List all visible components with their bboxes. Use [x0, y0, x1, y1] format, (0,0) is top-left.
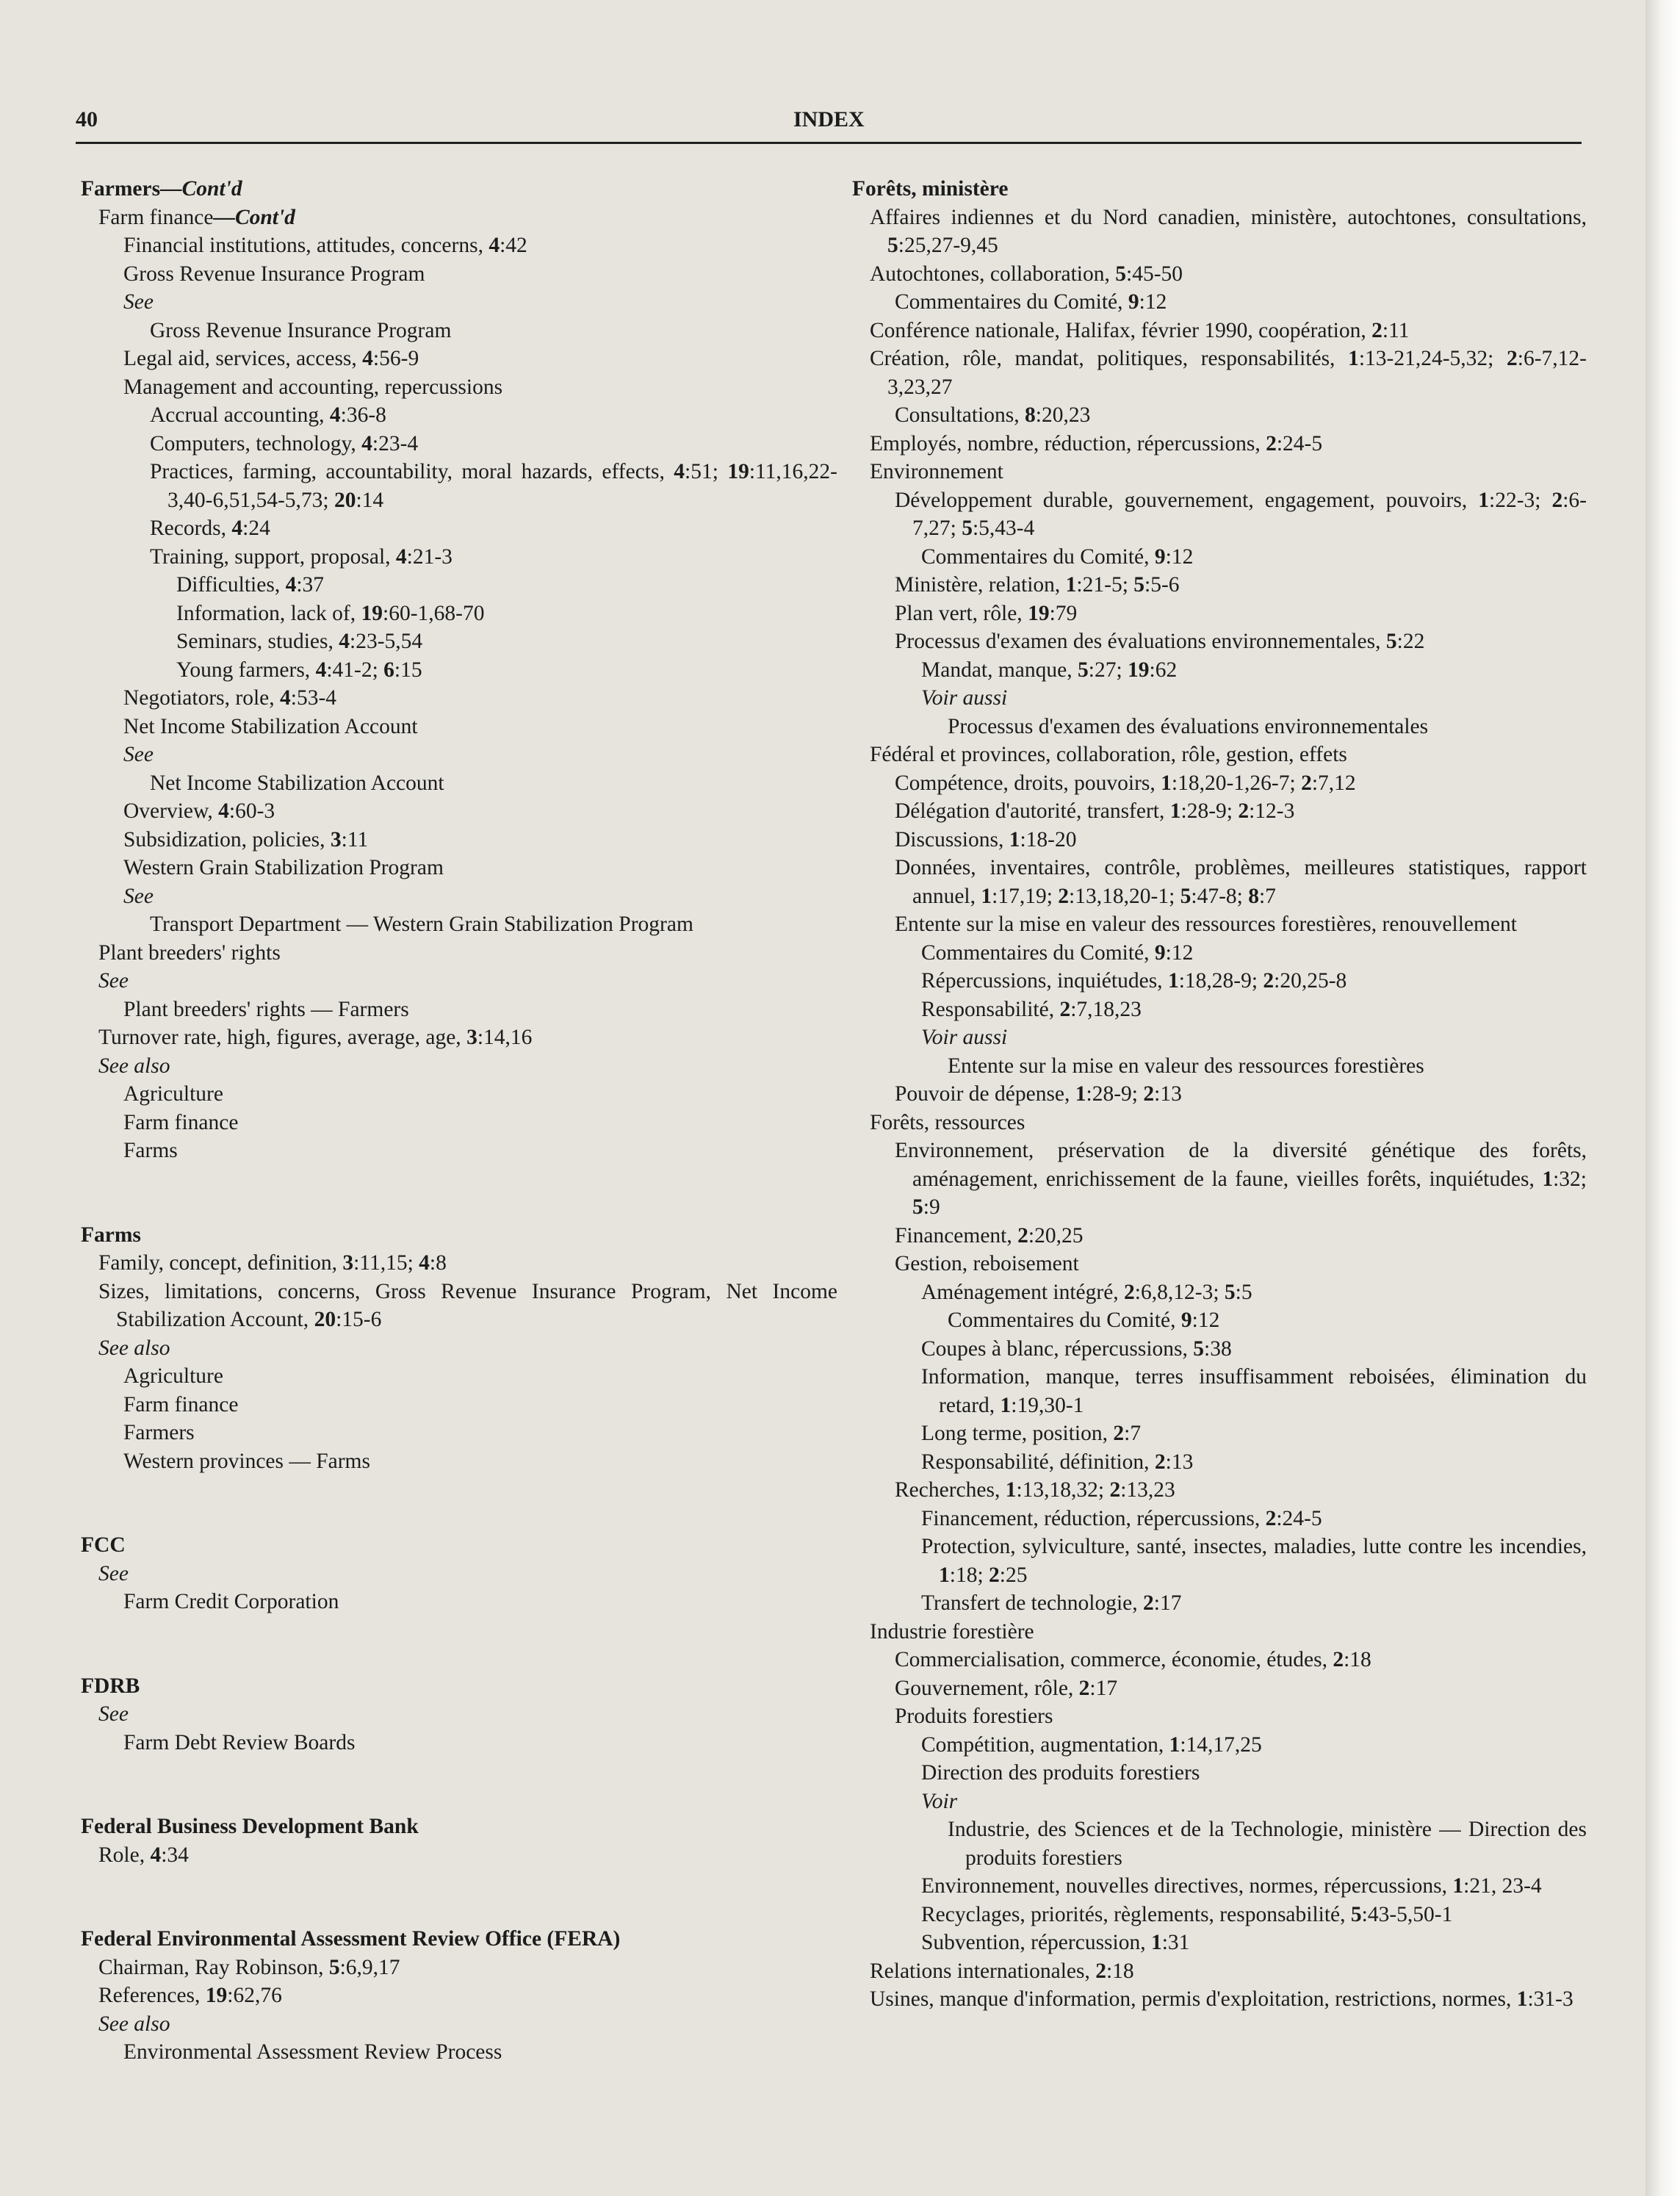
index-entry: Direction des produits forestiers [921, 1761, 1200, 1785]
section-gap [81, 1165, 837, 1221]
index-entry: Commercialisation, commerce, économie, études, 2:18 [895, 1648, 1371, 1671]
index-entry: Farm Debt Review Boards [123, 1730, 356, 1754]
index-entry: Legal aid, services, access, 4:56-9 [123, 347, 419, 370]
left-column [81, 175, 837, 2067]
index-entry: Plan vert, rôle, 19:79 [895, 601, 1078, 625]
index-heading: FDRB [81, 1674, 140, 1698]
index-entry: Industrie forestière [870, 1619, 1034, 1644]
index-entry: Entente sur la mise en valeur des ressources forestières [948, 1054, 1424, 1078]
index-entry: Produits forestiers [895, 1704, 1053, 1728]
page-title: INDEX [793, 107, 865, 132]
index-entry: Subsidization, policies, 3:11 [123, 827, 369, 852]
index-entry: Information, lack of, 19:60-1,68-70 [176, 601, 485, 625]
index-entry: References, 19:62,76 [98, 1984, 282, 2007]
index-heading: Federal Environmental Assessment Review Office (FERA) [81, 1927, 621, 1951]
index-entry: Financement, réduction, répercussions, 2:24-5 [921, 1506, 1322, 1530]
index-entry: Protection, sylviculture, santé, insectes, maladies, lutte contre les incendies, 1:18; 2:25 [921, 1535, 1587, 1587]
index-entry: Farm finance [123, 1110, 239, 1134]
index-entry: Net Income Stabilization Account [123, 714, 418, 738]
index-entry: Processus d'examen des évaluations environnementales [948, 714, 1429, 738]
index-entry: Agriculture [123, 1082, 223, 1106]
cross-reference-label: Voir [921, 1789, 958, 1813]
index-entry: Transfert de technologie, 2:17 [921, 1591, 1182, 1615]
index-entry: Agriculture [123, 1364, 223, 1388]
header-rule [76, 142, 1582, 144]
index-entry: Sizes, limitations, concerns, Gross Revenue Insurance Program, Net Income Stabilization Account, 20:15-6 [98, 1279, 837, 1331]
index-entry: Accrual accounting, 4:36-8 [150, 403, 386, 427]
index-entry: Practices, farming, accountability, moral hazards, effects, 4:51; 19:11,16,22-3,40-6,51,54-5,73; 20:14 [150, 460, 837, 512]
index-entry: Net Income Stabilization Account [150, 771, 444, 795]
index-heading: Farmers—Cont'd [81, 177, 242, 201]
index-entry: Young farmers, 4:41-2; 6:15 [176, 658, 422, 682]
index-entry: Employés, nombre, réduction, répercussions, 2:24-5 [870, 431, 1323, 456]
index-heading: FCC [81, 1533, 126, 1557]
index-entry: Plant breeders' rights [98, 940, 281, 965]
index-entry: Negotiators, role, 4:53-4 [123, 686, 337, 710]
index-entry: Coupes à blanc, répercussions, 5:38 [921, 1336, 1232, 1361]
index-entry: Industrie, des Sciences et de la Technologie, ministère — Direction des produits forestiers [948, 1818, 1587, 1870]
index-entry: Environnement [870, 460, 1003, 483]
index-entry: Overview, 4:60-3 [123, 799, 275, 823]
index-entry: Farm finance [123, 1392, 239, 1416]
index-entry: Recherches, 1:13,18,32; 2:13,23 [895, 1478, 1175, 1502]
cross-reference-label: See [98, 1561, 129, 1585]
index-entry: Autochtones, collaboration, 5:45-50 [870, 262, 1183, 286]
index-entry: Subvention, répercussion, 1:31 [921, 1931, 1190, 1954]
index-entry: Role, 4:34 [98, 1843, 189, 1867]
section-gap [81, 1475, 837, 1531]
index-entry: Gestion, reboisement [895, 1252, 1079, 1275]
index-heading: Farms [81, 1223, 141, 1247]
index-entry: Commentaires du Comité, 9:12 [895, 290, 1167, 314]
index-entry: Western provinces — Farms [123, 1449, 370, 1473]
cross-reference-label: See [123, 743, 154, 766]
index-entry: Financement, 2:20,25 [895, 1223, 1084, 1248]
index-entry: Environnement, préservation de la diversité génétique des forêts, aménagement, enrichissement de la faune, vieilles forêts, inquiétudes, 1:32; 5:9 [895, 1139, 1587, 1219]
index-entry: Pouvoir de dépense, 1:28-9; 2:13 [895, 1082, 1182, 1106]
cross-reference-label: See [98, 969, 129, 993]
index-entry: Commentaires du Comité, 9:12 [921, 544, 1194, 569]
section-gap [81, 1616, 837, 1672]
index-entry: Relations internationales, 2:18 [870, 1959, 1134, 1983]
index-entry: Entente sur la mise en valeur des ressources forestières, renouvellement [895, 912, 1517, 936]
index-entry: Plant breeders' rights — Farmers [123, 997, 409, 1021]
index-entry: Long terme, position, 2:7 [921, 1422, 1142, 1445]
cross-reference-label: See [123, 884, 154, 908]
index-entry: Farmers [123, 1421, 195, 1444]
index-entry: Management and accounting, repercussions [123, 375, 503, 399]
index-entry: Délégation d'autorité, transfert, 1:28-9; 2:12-3 [895, 799, 1295, 823]
index-entry: Commentaires du Comité, 9:12 [921, 940, 1194, 965]
index-entry: Financial institutions, attitudes, concerns, 4:42 [123, 234, 527, 257]
cross-reference-label: Voir aussi [921, 686, 1008, 710]
index-entry: Affaires indiennes et du Nord canadien, ministère, autochtones, consultations, 5:25,27-9,45 [870, 205, 1587, 257]
page-number: 40 [76, 107, 98, 132]
index-entry: Consultations, 8:20,23 [895, 403, 1091, 427]
index-entry: Gross Revenue Insurance Program [123, 262, 425, 286]
index-entry: Création, rôle, mandat, politiques, responsabilités, 1:13-21,24-5,32; 2:6-7,12-3,23,27 [870, 347, 1587, 399]
index-entry: Training, support, proposal, 4:21-3 [150, 544, 453, 569]
section-gap [81, 1757, 837, 1812]
index-entry: Western Grain Stabilization Program [123, 856, 444, 879]
index-entry: Fédéral et provinces, collaboration, rôle, gestion, effets [870, 743, 1347, 766]
index-entry: Discussions, 1:18-20 [895, 827, 1077, 852]
index-entry: Gouvernement, rôle, 2:17 [895, 1676, 1118, 1700]
index-entry: Information, manque, terres insuffisamment reboisées, élimination du retard, 1:19,30-1 [921, 1365, 1587, 1417]
index-entry: Environnement, nouvelles directives, normes, répercussions, 1:21, 23-4 [921, 1874, 1542, 1898]
page-edge [1645, 0, 1680, 2196]
index-entry: Ministère, relation, 1:21-5; 5:5-6 [895, 573, 1180, 597]
index-entry: Farm finance—Cont'd [98, 205, 295, 229]
index-entry: Responsabilité, 2:7,18,23 [921, 997, 1142, 1021]
cross-reference-label: See also [98, 2012, 170, 2036]
index-entry: Données, inventaires, contrôle, problèmes, meilleures statistiques, rapport annuel, 1:17,19; 2:13,18,20-1; 5:47-8; 8:7 [895, 856, 1587, 908]
index-entry: Processus d'examen des évaluations environnementales, 5:22 [895, 630, 1425, 653]
index-entry: Répercussions, inquiétudes, 1:18,28-9; 2:20,25-8 [921, 969, 1347, 993]
right-column [852, 175, 1587, 2014]
cross-reference-label: See [98, 1702, 129, 1726]
index-entry: Aménagement intégré, 2:6,8,12-3; 5:5 [921, 1280, 1252, 1304]
cross-reference-label: See also [98, 1054, 170, 1078]
index-entry: Conférence nationale, Halifax, février 1990, coopération, 2:11 [870, 318, 1410, 342]
index-heading: Federal Business Development Bank [81, 1815, 419, 1838]
cross-reference-label: See [123, 290, 154, 314]
index-entry: Environmental Assessment Review Process [123, 2040, 502, 2064]
index-entry: Farm Credit Corporation [123, 1590, 339, 1613]
index-entry: Records, 4:24 [150, 516, 270, 540]
index-entry: Difficulties, 4:37 [176, 573, 325, 597]
index-entry: Computers, technology, 4:23-4 [150, 431, 419, 456]
index-entry: Forêts, ressources [870, 1110, 1025, 1134]
index-entry: Développement durable, gouvernement, engagement, pouvoirs, 1:22-3; 2:6-7,27; 5:5,43-4 [895, 488, 1587, 540]
index-entry: Commentaires du Comité, 9:12 [948, 1308, 1220, 1332]
index-entry: Usines, manque d'information, permis d'exploitation, restrictions, normes, 1:31-3 [870, 1987, 1573, 2011]
index-heading: Forêts, ministère [852, 177, 1009, 201]
index-entry: Compétition, augmentation, 1:14,17,25 [921, 1732, 1262, 1757]
index-entry: Farms [123, 1139, 178, 1162]
index-entry: Family, concept, definition, 3:11,15; 4:8 [98, 1251, 447, 1275]
index-entry: Seminars, studies, 4:23-5,54 [176, 630, 423, 653]
index-entry: Transport Department — Western Grain Stabilization Program [150, 912, 693, 936]
index-entry: Turnover rate, high, figures, average, age, 3:14,16 [98, 1026, 533, 1049]
section-gap [81, 1869, 837, 1925]
cross-reference-label: Voir aussi [921, 1026, 1008, 1049]
index-entry: Compétence, droits, pouvoirs, 1:18,20-1,26-7; 2:7,12 [895, 771, 1356, 795]
index-entry: Responsabilité, définition, 2:13 [921, 1450, 1194, 1474]
index-entry: Chairman, Ray Robinson, 5:6,9,17 [98, 1955, 400, 1979]
index-entry: Mandat, manque, 5:27; 19:62 [921, 658, 1178, 682]
cross-reference-label: See also [98, 1336, 170, 1360]
index-entry: Recyclages, priorités, règlements, responsabilité, 5:43-5,50-1 [921, 1902, 1453, 1926]
index-entry: Gross Revenue Insurance Program [150, 318, 452, 342]
